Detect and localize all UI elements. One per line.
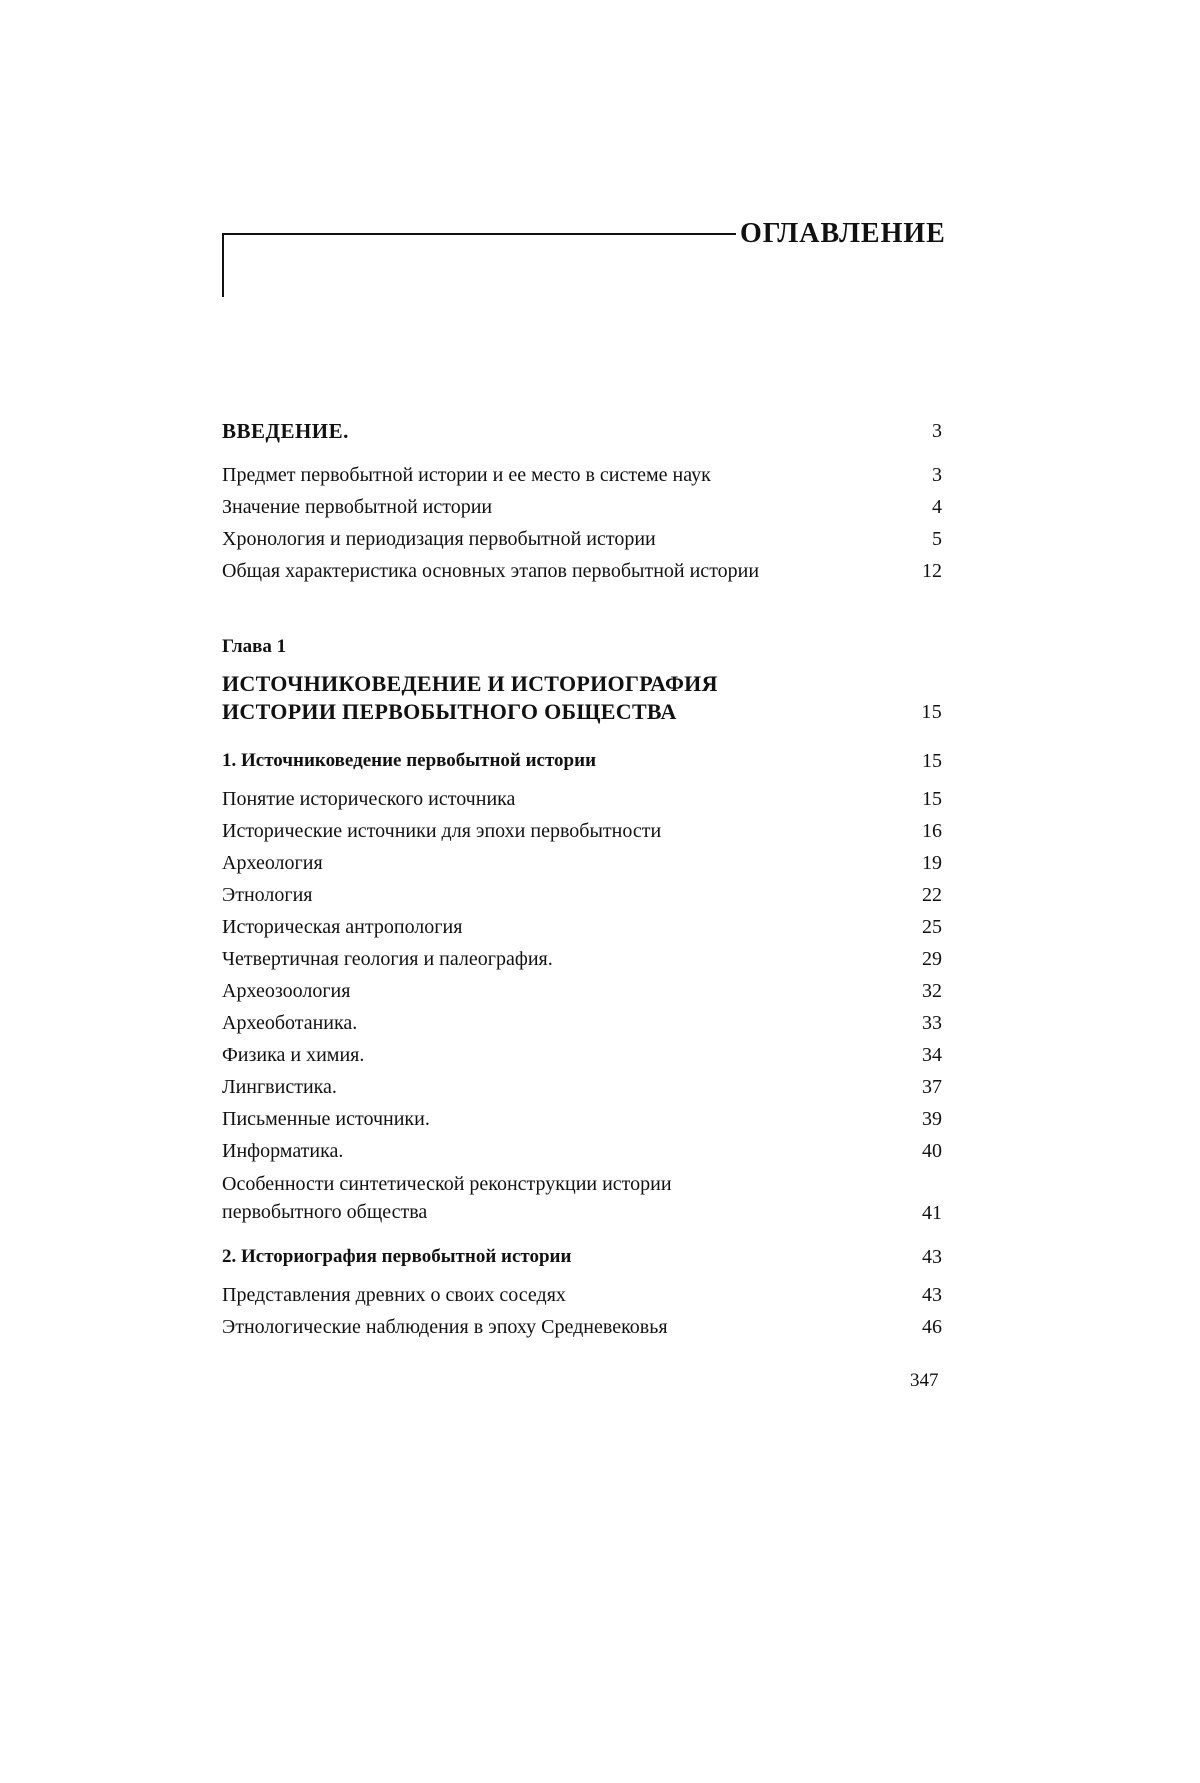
toc-page-number: 5 xyxy=(932,528,942,550)
toc-entry[interactable] xyxy=(222,1138,942,1164)
toc-entry-label: Понятие исторического источника xyxy=(222,788,516,810)
toc-entry-label: Предмет первобытной истории и ее место в системе наук xyxy=(222,464,711,486)
toc-entry-label: Лингвистика. xyxy=(222,1076,337,1098)
toc-entry-label: Письменные источники. xyxy=(222,1108,430,1130)
toc-page-number: 3 xyxy=(932,420,942,442)
toc-entry[interactable] xyxy=(222,1282,942,1308)
toc-page-number: 41 xyxy=(922,1202,942,1224)
toc-entry[interactable] xyxy=(222,462,942,488)
toc-page-number: 22 xyxy=(922,884,942,906)
toc-entry-label: Археоботаника. xyxy=(222,1012,358,1034)
toc-page-number: 29 xyxy=(922,948,942,970)
toc-entry-label: Особенности синтетической реконструкции истории первобытного общества xyxy=(222,1173,672,1223)
toc-section-1[interactable] xyxy=(222,748,942,774)
toc-entry-label: Археология xyxy=(222,852,323,874)
toc-page-number: 12 xyxy=(922,560,942,582)
toc-page-number: 39 xyxy=(922,1108,942,1130)
toc-entry[interactable] xyxy=(222,1074,942,1100)
toc-page-number: 43 xyxy=(922,1246,942,1268)
header-rule xyxy=(222,233,736,235)
toc-page-number: 25 xyxy=(922,916,942,938)
toc-entry[interactable] xyxy=(222,818,942,844)
toc-page-number: 37 xyxy=(922,1076,942,1098)
toc-entry-label: Значение первобытной истории xyxy=(222,496,493,518)
toc-entry[interactable] xyxy=(222,1010,942,1036)
toc-page-number: 15 xyxy=(921,701,942,723)
header-rule-corner xyxy=(222,233,224,297)
toc-entry-label: Этнология xyxy=(222,884,313,906)
toc-section-label: 1. Источниковедение первобытной истории xyxy=(222,750,597,771)
toc-entry-label: Археозоология xyxy=(222,980,351,1002)
toc-page-number: 40 xyxy=(922,1140,942,1162)
toc-entry[interactable] xyxy=(222,946,942,972)
toc-entry-label: Исторические источники для эпохи первобытности xyxy=(222,820,662,842)
toc-entry[interactable] xyxy=(222,558,942,584)
toc-entry[interactable] xyxy=(222,1170,942,1226)
toc-entry-label: Четвертичная геология и палеография. xyxy=(222,948,553,970)
toc-page-number: 32 xyxy=(922,980,942,1002)
chapter-title-line1: ИСТОЧНИКОВЕДЕНИЕ И ИСТОРИОГРАФИЯ xyxy=(222,671,718,696)
toc-page-number: 4 xyxy=(932,496,942,518)
toc-entry[interactable] xyxy=(222,978,942,1004)
chapter-title-line2: ИСТОРИИ ПЕРВОБЫТНОГО ОБЩЕСТВА xyxy=(222,699,677,724)
toc-section-2[interactable] xyxy=(222,1244,942,1270)
toc-entry[interactable] xyxy=(222,526,942,552)
toc-section-label: 2. Историография первобытной истории xyxy=(222,1246,572,1267)
toc-entry-label: Информатика. xyxy=(222,1140,344,1162)
toc-entry[interactable] xyxy=(222,1042,942,1068)
toc-entry-label: Историческая антропология xyxy=(222,916,463,938)
toc-entry-label: Физика и химия. xyxy=(222,1044,365,1066)
toc-page-number: 15 xyxy=(922,750,942,772)
toc-entry[interactable] xyxy=(222,882,942,908)
toc-entry[interactable] xyxy=(222,786,942,812)
chapter-title[interactable] xyxy=(222,670,942,726)
toc-page-number: 43 xyxy=(922,1284,942,1306)
page-number-folio: 347 xyxy=(910,1370,939,1391)
toc-entry[interactable] xyxy=(222,1106,942,1132)
toc-entry-label: Представления древних о своих соседях xyxy=(222,1284,566,1306)
chapter-label: Глава 1 xyxy=(222,636,287,657)
toc-entry-intro[interactable] xyxy=(222,418,942,444)
toc-entry-label: ВВЕДЕНИЕ. xyxy=(222,419,349,443)
toc-page-number: 46 xyxy=(922,1316,942,1338)
toc-page-number: 16 xyxy=(922,820,942,842)
toc-entry-label: Этнологические наблюдения в эпоху Средневековья xyxy=(222,1316,668,1338)
toc-entry[interactable] xyxy=(222,494,942,520)
toc-page-number: 33 xyxy=(922,1012,942,1034)
toc-page-number: 15 xyxy=(922,788,942,810)
toc-entry[interactable] xyxy=(222,850,942,876)
toc-entry[interactable] xyxy=(222,914,942,940)
toc-page-number: 34 xyxy=(922,1044,942,1066)
toc-page-number: 19 xyxy=(922,852,942,874)
toc-page-number: 3 xyxy=(932,464,942,486)
toc-entry-label: Хронология и периодизация первобытной истории xyxy=(222,528,656,550)
page-title: ОГЛАВЛЕНИЕ xyxy=(740,218,946,249)
toc-entry[interactable] xyxy=(222,1314,942,1340)
toc-entry-label: Общая характеристика основных этапов первобытной истории xyxy=(222,560,760,582)
